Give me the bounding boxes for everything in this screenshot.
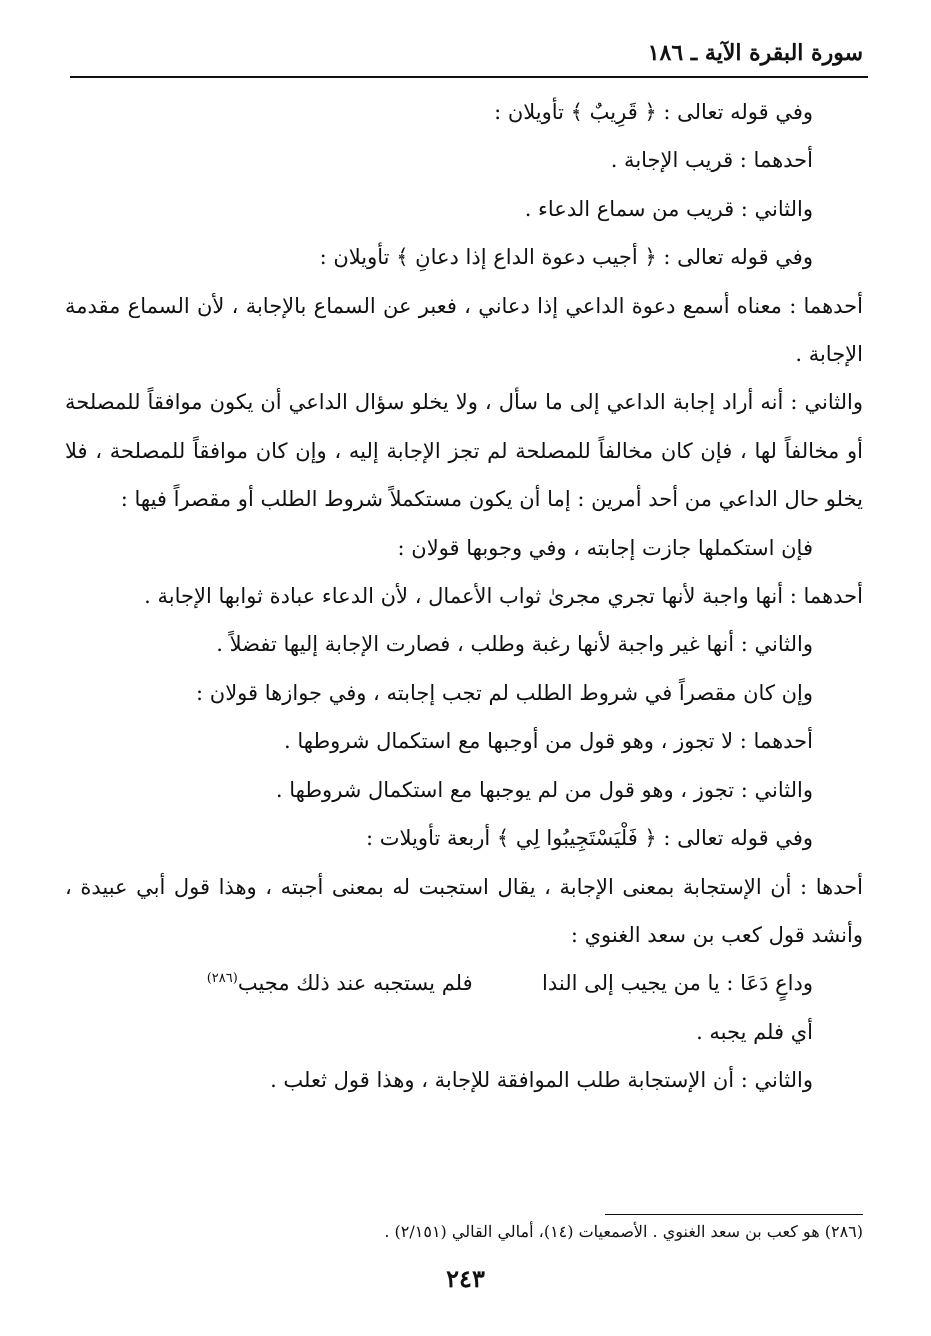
page-number: ٢٤٣ bbox=[446, 1264, 485, 1293]
running-head: سورة البقرة الآية ـ ١٨٦ bbox=[647, 40, 863, 66]
header-rule bbox=[70, 76, 868, 78]
paragraph-5: أحدهما : معناه أسمع دعوة الداعي إذا دعاني ، فعبر عن السماع بالإجابة ، لأن السماع مقدمة الإجابة . bbox=[65, 293, 863, 367]
paragraph-2: أحدهما : قريب الإجابة . bbox=[610, 148, 813, 173]
paragraph-6: والثاني : أنه أراد إجابة الداعي إلى ما سأل ، ولا يخلو سؤال الداعي أن يكون موافقاً للمصلحة أو مخالفاً لها ، فإن كان مخالفاً للمصلحة لم تجز الإجابة إليه ، وإن كان موافقاً للمصلحة ، فلا يخلو حال الداعي من أحد أمرين : إما أن يكون مستكملاً شروط الطلب أو مقصراً فيها : bbox=[65, 390, 863, 512]
poetry-verse bbox=[65, 959, 813, 1007]
paragraph-8: أحدهما : أنها واجبة لأنها تجري مجرىٰ ثواب الأعمال ، لأن الدعاء عبادة ثوابها الإجابة . bbox=[144, 584, 863, 609]
paragraph-7: فإن استكملها جازت إجابته ، وفي وجوبها قولان : bbox=[397, 535, 813, 560]
paragraph-10: وإن كان مقصراً في شروط الطلب لم تجب إجابته ، وفي جوازها قولان : bbox=[196, 680, 813, 705]
paragraph-9: والثاني : أنها غير واجبة لأنها رغبة وطلب ، فصارت الإجابة إليها تفضلاً . bbox=[216, 632, 813, 657]
paragraph-3: والثاني : قريب من سماع الدعاء . bbox=[524, 196, 813, 221]
footnote-rule bbox=[605, 1214, 863, 1215]
paragraph-13: وفي قوله تعالى : ﴿ فَلْيَسْتَجِيبُوا لِي ﴾ أربعة تأويلات : bbox=[366, 826, 813, 851]
verse-gloss: أي فلم يجبه . bbox=[696, 1019, 813, 1044]
paragraph-1: وفي قوله تعالى : ﴿ قَرِيبٌ ﴾ تأويلان : bbox=[494, 100, 813, 124]
paragraph-12: والثاني : تجوز ، وهو قول من لم يوجبها مع استكمال شروطها . bbox=[275, 777, 813, 802]
paragraph-15: والثاني : أن الإستجابة طلب الموافقة للإجابة ، وهذا قول ثعلب . bbox=[270, 1068, 813, 1093]
footnote: (٢٨٦) هو كعب بن سعد الغنوي . الأصمعيات (١٤)، أمالي القالي (٢/١٥١) . bbox=[384, 1222, 863, 1241]
footnote-reference: (٢٨٦) bbox=[206, 971, 238, 987]
body-text bbox=[65, 88, 863, 1105]
paragraph-14: أحدها : أن الإستجابة بمعنى الإجابة ، يقال استجبت له بمعنى أجبته ، وهذا قول أبي عبيدة ، وأنشد قول كعب بن سعد الغنوي : bbox=[65, 874, 863, 947]
paragraph-11: أحدهما : لا تجوز ، وهو قول من أوجبها مع استكمال شروطها . bbox=[284, 729, 813, 754]
verse-second-hemistich: فلم يستجبه عند ذلك مجيب bbox=[237, 971, 473, 996]
verse-first-hemistich: وداعٍ دَعَا : يا من يجيب إلى الندا bbox=[542, 971, 813, 996]
paragraph-4: وفي قوله تعالى : ﴿ أجيب دعوة الداع إذا دعانِ ﴾ تأويلان : bbox=[319, 245, 813, 270]
